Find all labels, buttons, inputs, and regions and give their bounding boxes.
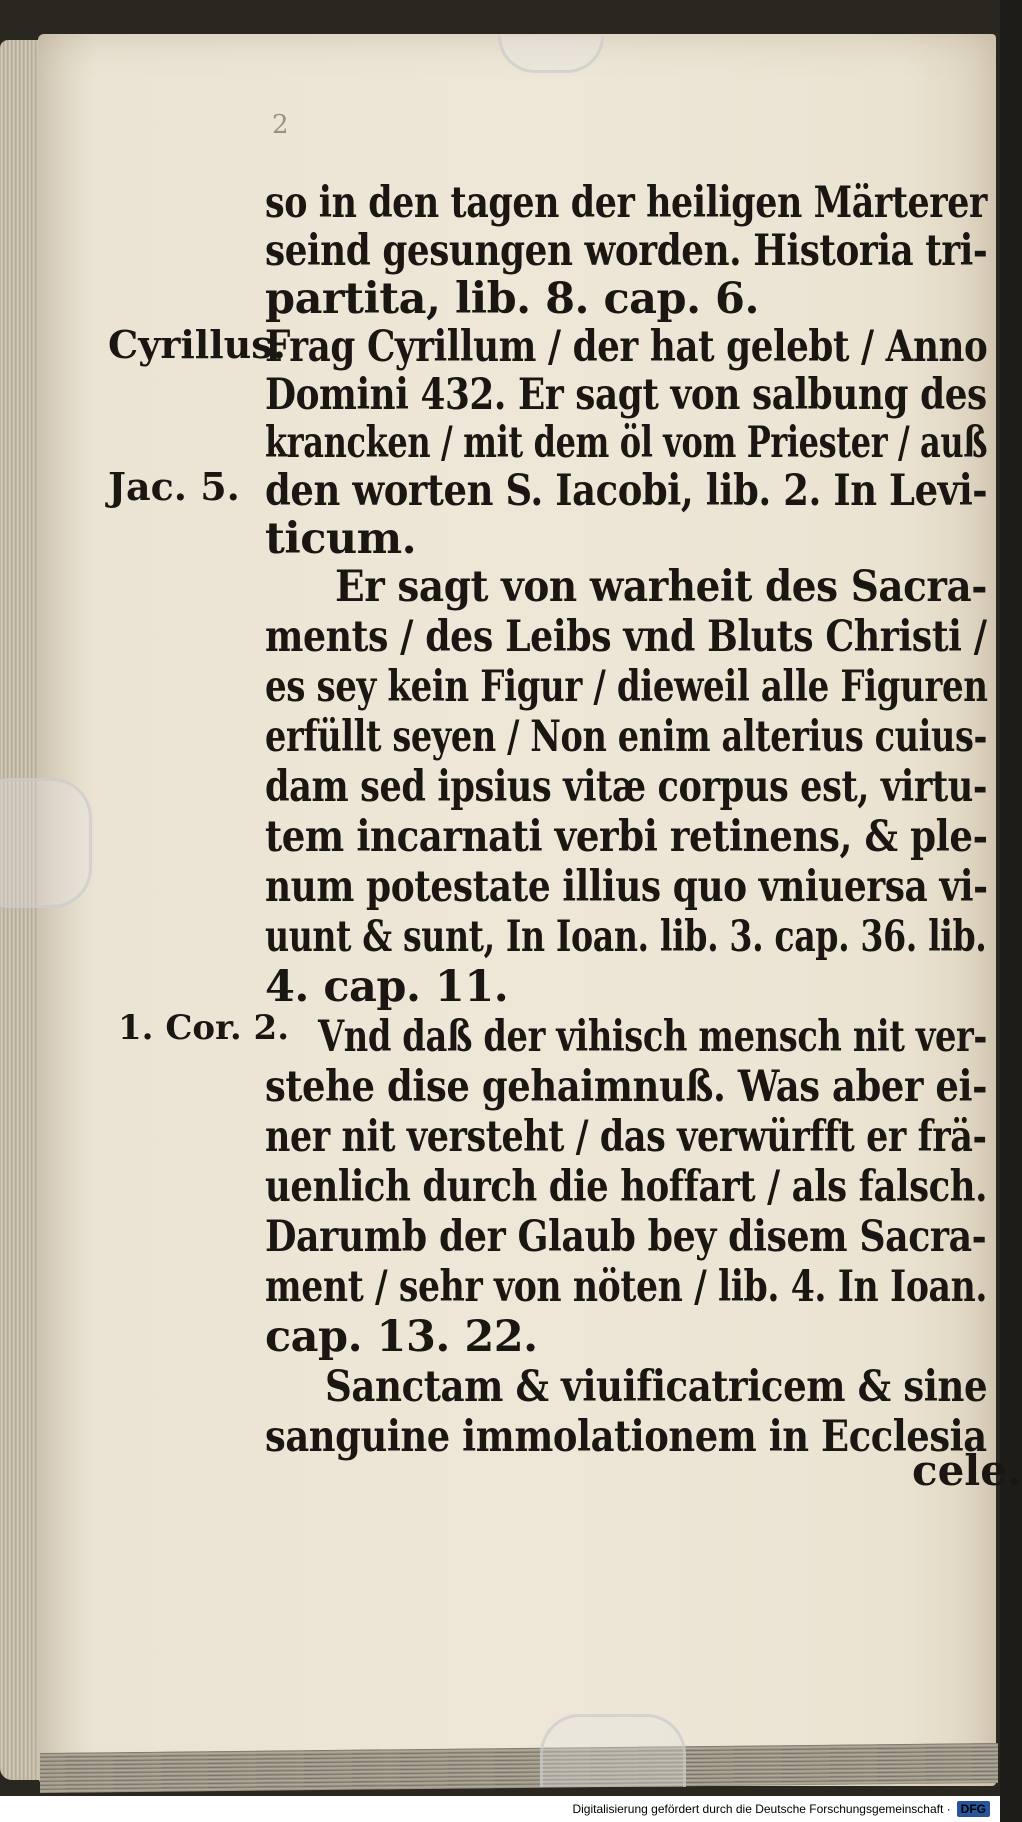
text-line: cap. 13. 22. [265,1312,538,1362]
page-header-mark: 2 [272,110,289,140]
text-line: ticum. [265,514,417,564]
text-line: 4. cap. 11. [265,962,509,1012]
margin-note-cyrillus: Cyrillus. [108,322,286,367]
text-line: ner nit versteht / das verwürfft er frä- [265,1112,987,1162]
text-line: stehe dise gehaimnuß. Was aber ei- [265,1062,988,1112]
text-line: den worten S. Iacobi, lib. 2. In Levi- [265,466,988,516]
text-line: Darumb der Glaub bey disem Sacra- [265,1212,987,1262]
margin-note-cor: 1. Cor. 2. [118,1008,290,1048]
text-line: Frag Cyrillum / der hat gelebt / Anno [265,322,988,372]
text-line: so in den tagen der heiligen Märterer [265,178,987,228]
text-line: Domini 432. Er sagt von salbung des [265,370,987,420]
margin-note-jac: Jac. 5. [108,464,240,509]
text-line: Er sagt von warheit des Sacra- [335,562,988,612]
text-line: tem incarnati verbi retinens, & ple- [265,812,988,862]
text-line: erfüllt seyen / Non enim alterius cuius- [265,712,988,762]
text-line: sanguine immolationem in Ecclesia [265,1412,987,1462]
catchword: cele. [912,1446,1022,1495]
text-line: krancken / mit dem öl vom Priester / auß [265,418,988,468]
dfg-logo-icon: DFG [957,1801,990,1817]
text-line: es sey kein Figur / dieweil alle Figuren [265,662,988,712]
text-line: uunt & sunt, In Ioan. lib. 3. cap. 36. lib. [265,912,987,962]
footer-credit: Digitalisierung gefördert durch die Deutsche Forschungsgemeinschaft · [572,1802,951,1816]
text-line: num potestate illius quo vniuersa vi- [265,862,988,912]
text-line: seind gesungen worden. Historia tri- [265,226,988,276]
text-line: ments / des Leibs vnd Bluts Christi / [265,612,987,662]
text-line: Sanctam & viuificatricem & sine [325,1362,988,1412]
text-line: Vnd daß der vihisch mensch nit ver- [318,1012,987,1062]
text-line: partita, lib. 8. cap. 6. [265,274,759,324]
text-line: uenlich durch die hoffart / als falsch. [265,1162,988,1212]
digitization-footer [0,1796,1000,1822]
text-line: dam sed ipsius vitæ corpus est, virtu- [265,762,988,812]
text-line: ment / sehr von nöten / lib. 4. In Ioan. [265,1262,988,1312]
